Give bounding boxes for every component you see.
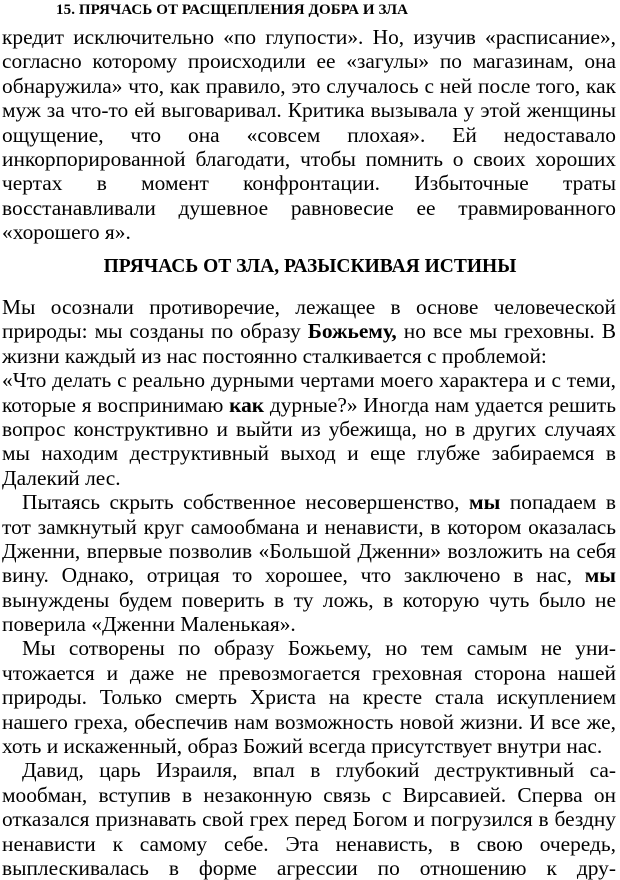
text-line: хоть и искаженный, образ Божий всегда присутствует внутри нас. xyxy=(2,734,603,759)
text-line: тот замкнутый круг самообмана и ненависти, в котором оказалась xyxy=(2,514,616,539)
text-line xyxy=(2,563,616,587)
text-line xyxy=(2,490,616,514)
text-line: чтожается и даже не превозмогается греховная сторона нашей xyxy=(2,660,616,685)
text-line: «Что делать с реально дурными чертами моего характера и с теми, xyxy=(2,368,616,393)
text-line: Далекий лес. xyxy=(2,465,121,490)
text-line: кредит исключительно «по глупости». Но, изучив «расписание», xyxy=(2,25,616,49)
text-line: природы. Только смерть Христа на кресте стала искуплением xyxy=(2,685,616,710)
text-line: Дженни, впервые позволив «Большой Дженни» возложить на себя xyxy=(2,538,616,563)
text-line: поверила «Дженни Маленькая». xyxy=(2,612,296,637)
text-span: вину. Однако, отрицая то хорошее, что заключено в нас, xyxy=(2,563,585,588)
section-heading: ПРЯЧАСЬ ОТ ЗЛА, РАЗЫСКИВАЯ ИСТИНЫ xyxy=(103,256,517,277)
running-header: 15. ПРЯЧАСЬ ОТ РАСЩЕПЛЕНИЯ ДОБРА И ЗЛА xyxy=(56,2,409,18)
text-line: инкорпорированной благодати, чтобы помнить о своих хороших xyxy=(2,146,616,171)
text-span: попадаем в xyxy=(500,490,616,515)
text-line: жизни каждый из нас постоянно сталкивается с проблемой: xyxy=(2,343,547,368)
text-line: Мы осознали противоречие, лежащее в основе человеческой xyxy=(2,295,616,319)
bold-span: как xyxy=(229,392,265,417)
text-line: мообман, вступив в незаконную связь с Вирсавией. Сперва он xyxy=(2,782,616,807)
text-line xyxy=(2,319,616,343)
text-line: ненависти к самому себе. Эта ненависть, в свою очередь, xyxy=(2,831,616,856)
intro-paragraph xyxy=(2,25,616,245)
bold-span: мы xyxy=(584,563,616,588)
text-line: обнаружила» что, как правило, это случалось с ней после того, как xyxy=(2,73,616,98)
text-line: согласно которому происходили ее «загулы» по магазинам, она xyxy=(2,49,616,74)
text-span: но все мы греховны. В xyxy=(396,319,616,344)
body-text xyxy=(2,295,616,880)
text-line: «хорошего я». xyxy=(2,220,131,245)
bold-span: Божьему, xyxy=(307,319,397,344)
text-line: отказался признавать свой грех перед Богом и погрузился в бездну xyxy=(2,807,616,832)
text-span: дурные?» Иногда нам удается решить xyxy=(264,392,616,417)
text-line: Мы сотворены по образу Божьему, но тем самым не уни- xyxy=(22,636,616,661)
text-line: Давид, царь Израиля, впал в глубокий деструктивный са- xyxy=(22,758,616,783)
text-span: которые я воспринимаю xyxy=(2,392,230,417)
text-line: вынуждены будем поверить в ту ложь, в которую чуть было не xyxy=(2,587,616,612)
text-line: ощущение, что она «совсем плохая». Ей недоставало xyxy=(2,122,616,147)
text-line: выплескивалась в форме агрессии по отношению к дру- xyxy=(2,855,616,880)
text-line xyxy=(2,393,616,417)
text-span: природы: мы созданы по образу xyxy=(2,319,308,344)
text-line: восстанавливали душевное равновесие ее травмированного xyxy=(2,195,616,220)
text-line: чертах в момент конфронтации. Избыточные траты xyxy=(2,171,616,196)
text-line: мы находим деструктивный выход и еще глубже забираемся в xyxy=(2,441,616,466)
bold-span: мы xyxy=(469,490,501,515)
text-line: нашего греха, обеспечив нам возможность новой жизни. И все же, xyxy=(2,709,616,734)
text-span: Пытаясь скрыть собственное несовершенство, xyxy=(22,490,470,515)
text-line: муж за что-то ей выговаривал. Критика вызывала у этой женщины xyxy=(2,98,616,123)
text-line: вопрос конструктивно и выйти из убежища, но в других случаях xyxy=(2,416,616,441)
